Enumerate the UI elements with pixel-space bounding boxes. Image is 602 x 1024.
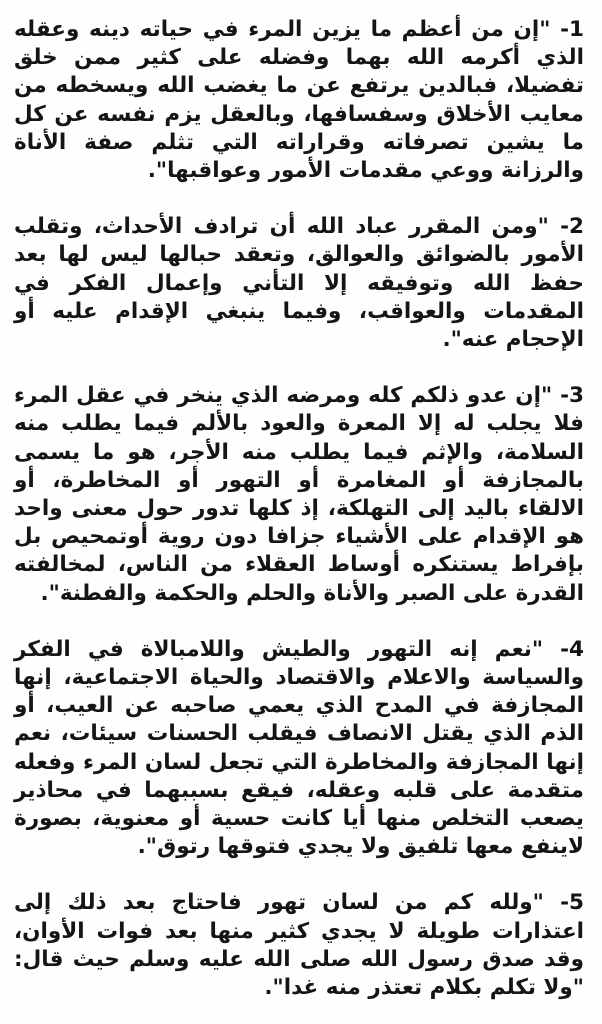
- paragraph-3: 3- "إن عدو ذلكم كله ومرضه الذي ينخر في عقل المرء فلا يجلب له إلا المعرة والعود بالألم فيما يطلب منه السلامة، والإثم فيما يطلب منه الأجر، هو ما يسمى بالمجازفة أو المغامرة أو التهور أو المخاطرة، أو الالقاء باليد إلى التهلكة، إذ كلها تدور حول معنى واحد هو الإقدام على الأشياء جزافا دون روية أوتمحيص بل بإفراط يستنكره أوساط العقلاء من الناس، لمخالفته القدرة على الصبر والأناة والحلم والحكمة والفطنة".: [14, 383, 584, 606]
- paragraph-5: 5- "ولله كم من لسان تهور فاحتاج بعد ذلك إلى اعتذارات طويلة لا يجدي كثير منها بعد فوات الأوان، وقد صدق رسول الله صلى الله عليه وسلم حيث قال: "ولا تكلم بكلام تعتذر منه غدا".: [14, 890, 584, 1001]
- paragraph-4: 4- "نعم إنه التهور والطيش واللامبالاة في الفكر والسياسة والاعلام والاقتصاد والحياة الاجتماعية، إنها المجازفة في المدح الذي يعمي صاحبه عن العيب، أو الذم الذي يقتل الانصاف فيقلب الحسنات سيئات، نعم إنها المجازفة والمخاطرة التي تجعل لسان المرء وفعله متقدمة على قلبه وعقله، فيقع بسببهما في محاذير يصعب التخلص منها أيا كانت حسية أو معنوية، بصورة لاينفع معها تلفيق ولا يجدي فتوقها رتوق".: [14, 636, 584, 860]
- paragraph-1: 1- "إن من أعظم ما يزين المرء في حياته دينه وعقله الذي أكرمه الله بهما وفضله على كثير ممن خلق تفضيلا، فبالدين يرتفع عن ما يغضب الله ويسخطه من معايب الأخلاق وسفسافها، وبالعقل يزم نفسه عن كل ما يشين تصرفاته وقراراته التي تثلم صفة الأناة والرزانة ووعي مقدمات الأمور وعواقبها".: [14, 17, 584, 184]
- paragraph-2: 2- "ومن المقرر عباد الله أن ترادف الأحداث، وتقلب الأمور بالضوائق والعوالق، وتعقد حبالها ليس لها بعد حفظ الله وتوفيقه إلا التأني وإعمال الفكر في المقدمات والعواقب، وفيما ينبغي الإقدام عليه أو الإحجام عنه".: [14, 214, 584, 353]
